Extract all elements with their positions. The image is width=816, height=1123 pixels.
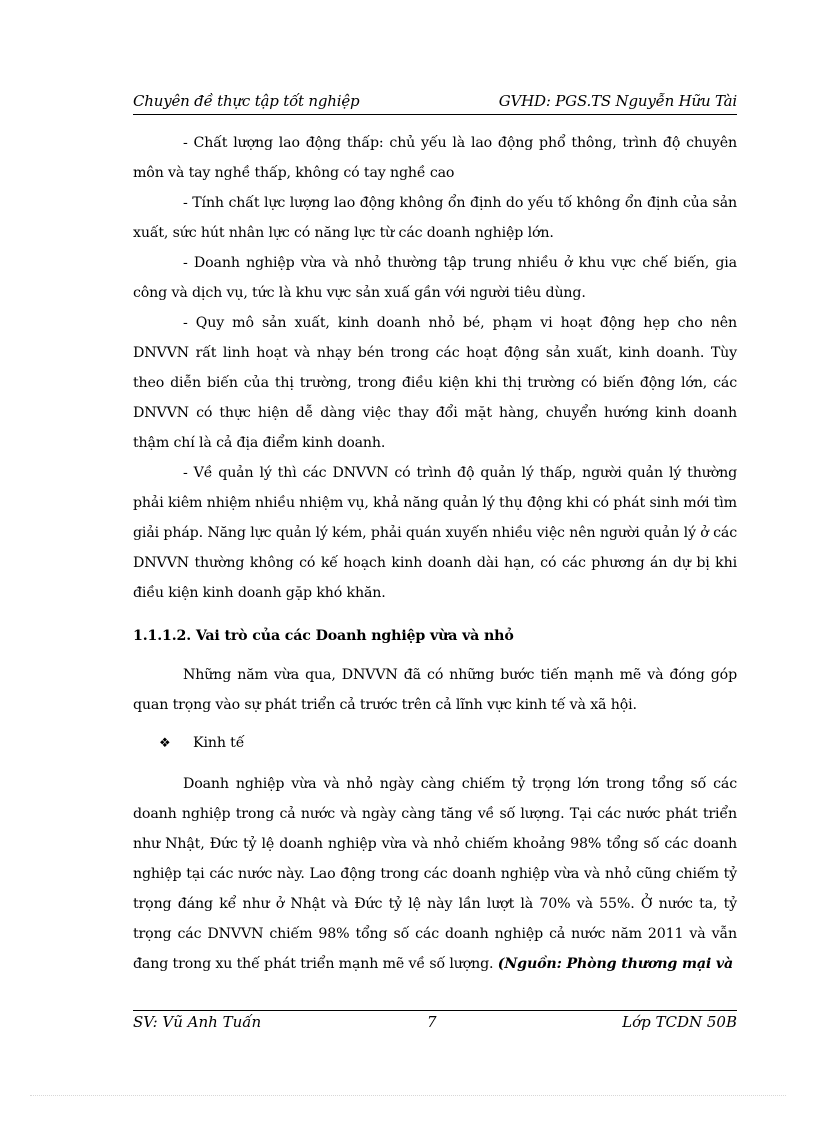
page-number: 7 (427, 1013, 437, 1031)
section-heading: 1.1.1.2. Vai trò của các Doanh nghiệp vừa và nhỏ (133, 628, 514, 644)
paragraph-management: - Về quản lý thì các DNVVN có trình độ quản lý thấp, người quản lý thường phải kiêm nhiệm nhiều nhiệm vụ, khả năng quản lý thụ động khi có phát sinh mới tìm giải pháp. Năng lực quản lý kém, phải quán xuyến nhiều việc nên người quản lý ở các DNVVN thường không có kế hoạch kinh doanh dài hạn, có các phương án dự bị khi điều kiện kinh doanh gặp khó khăn. (133, 465, 737, 601)
header-title: Chuyên đề thực tập tốt nghiệp (133, 92, 360, 110)
bullet-label: Kinh tế (193, 735, 245, 751)
page-footer (133, 1013, 737, 1035)
page-body (133, 128, 737, 979)
paragraph-economy (133, 769, 737, 979)
page-header (133, 90, 737, 115)
diamond-bullet-icon: ❖ (159, 736, 171, 751)
header-advisor: GVHD: PGS.TS Nguyễn Hữu Tài (498, 92, 737, 110)
paragraph-labor-quality: - Chất lượng lao động thấp: chủ yếu là lao động phổ thông, trình độ chuyên môn và tay nghề thấp, không có tay nghề cao (133, 135, 737, 181)
economy-text: Doanh nghiệp vừa và nhỏ ngày càng chiếm tỷ trọng lớn trong tổng số các doanh nghiệp trong cả nước và ngày càng tăng về số lượng. Tại các nước phát triển như Nhật, Đức tỷ lệ doanh nghiệp vừa và nhỏ chiếm khoảng 98% tổng số các doanh nghiệp tại các nước này. Lao động trong các doanh nghiệp vừa và nhỏ cũng chiếm tỷ trọng đáng kể như ở Nhật và Đức tỷ lệ này lần lượt là 70% và 55%. Ở nước ta, tỷ trọng các DNVVN chiếm 98% tổng số các doanh nghiệp cả nước năm 2011 và vẫn đang trong xu thế phát triển mạnh mẽ về số lượng. (133, 776, 737, 972)
footer-divider (133, 1010, 737, 1011)
section-intro: Những năm vừa qua, DNVVN đã có những bước tiến mạnh mẽ và đóng góp quan trọng vào sự phát triển cả trước trên cả lĩnh vực kinh tế và xã hội. (133, 667, 737, 713)
paragraph-sector-focus: - Doanh nghiệp vừa và nhỏ thường tập trung nhiều ở khu vực chế biến, gia công và dịch vụ, tức là khu vực sản xuấ gần với người tiêu dùng. (133, 255, 737, 301)
page-bottom-border (30, 1095, 786, 1096)
economy-source: (Nguồn: Phòng thương mại và (497, 956, 734, 972)
footer-student: SV: Vũ Anh Tuấn (133, 1013, 262, 1031)
paragraph-labor-instability: - Tính chất lực lượng lao động không ổn định do yếu tố không ổn định của sản xuất, sức hút nhân lực có năng lực từ các doanh nghiệp lớn. (133, 195, 737, 241)
footer-class: Lớp TCDN 50B (622, 1013, 737, 1031)
paragraph-scale-flexibility: - Quy mô sản xuất, kinh doanh nhỏ bé, phạm vi hoạt động hẹp cho nên DNVVN rất linh hoạt và nhạy bén trong các hoạt động sản xuất, kinh doanh. Tùy theo diễn biến của thị trường, trong điều kiện khi thị trường có biến động lớn, các DNVVN có thực hiện dễ dàng việc thay đổi mặt hàng, chuyển hướng kinh doanh thậm chí là cả địa điểm kinh doanh. (133, 315, 737, 451)
bullet-economy (133, 728, 737, 759)
